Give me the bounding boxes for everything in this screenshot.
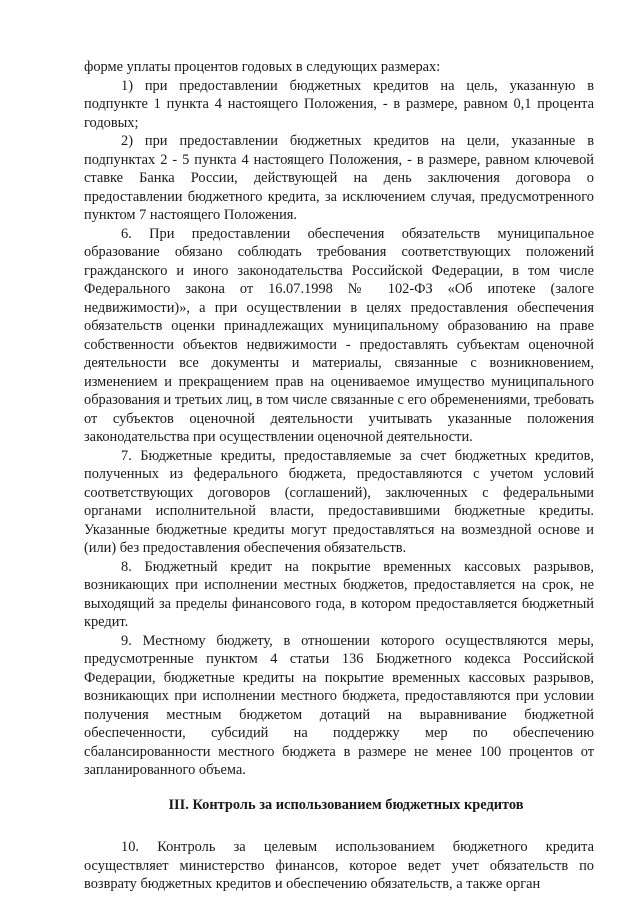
- section-heading: III. Контроль за использованием бюджетных кредитов: [168, 796, 524, 813]
- paragraph-subitem-2: 2) при предоставлении бюджетных кредитов на цели, указанные в подпунктах 2 - 5 пункта 4 настоящего Положения, - в размере, равном ключевой ставке Банка России, действующей на день заключения договора о предоставлении бюджетного кредита, за исключением случая, предусмотренного пунктом 7 настоящего Положения.: [84, 133, 594, 223]
- paragraph-continuation: форме уплаты процентов годовых в следующих размерах:: [84, 59, 441, 75]
- paragraph-item-8: 8. Бюджетный кредит на покрытие временных кассовых разрывов, возникающих при исполнении местных бюджетов, предоставляется на срок, не выходящий за пределы финансового года, в котором предоставляется бюджетный кредит.: [84, 558, 594, 630]
- paragraph-item-6: 6. При предоставлении обеспечения обязательств муниципальное образование обязано соблюдать требования соответствующих положений гражданского и иного законодательства Российской Федерации, в том числе Федерального закона от 16.07.1998 № 102-ФЗ «Об ипотеке (залоге недвижимости)», а при осуществлении в целях предоставления обеспечения обязательств оценки принадлежащих муниципальному образованию на праве собственности объектов недвижимости - предоставлять субъектам оценочной деятельности все документы и материалы, связанные с возникновением, изменением и прекращением прав на оцениваемое имущество муниципального образования и третьих лиц, в том числе связанные с его обременениями, требовать от субъектов оценочной деятельности учитывать указанные положения законодательства при осуществлении оценочной деятельности.: [84, 225, 594, 445]
- paragraph-item-10: 10. Контроль за целевым использованием бюджетного кредита осуществляет министерство финансов, которое ведет учет обязательств по возврату бюджетных кредитов и обеспечению обязательств, а также орган: [84, 839, 594, 892]
- paragraph-subitem-1: 1) при предоставлении бюджетных кредитов на цель, указанную в подпункте 1 пункта 4 настоящего Положения, - в размере, равном 0,1 процента годовых;: [84, 77, 594, 131]
- paragraph-item-7: 7. Бюджетные кредиты, предоставляемые за счет бюджетных кредитов, полученных из федерального бюджета, предоставляются с учетом условий соответствующих договоров (соглашений), заключенных с федеральными органами исполнительной власти, предоставившими бюджетные кредиты. Указанные бюджетные кредиты могут предоставляться на возмездной основе и (или) без предоставления обеспечения обязательств.: [84, 447, 594, 556]
- paragraph-item-9: 9. Местному бюджету, в отношении которого осуществляются меры, предусмотренные пунктом 4 статьи 136 Бюджетного кодекса Российской Федерации, бюджетные кредиты на покрытие временных кассовых разрывов, возникающих при исполнении местного бюджета, предоставляются при условии получения местным бюджетом дотаций на выравнивание бюджетной обеспеченности, субсидий на поддержку мер по обеспечению сбалансированности местного бюджета в размере не менее 100 процентов от запланированного объема.: [84, 632, 594, 778]
